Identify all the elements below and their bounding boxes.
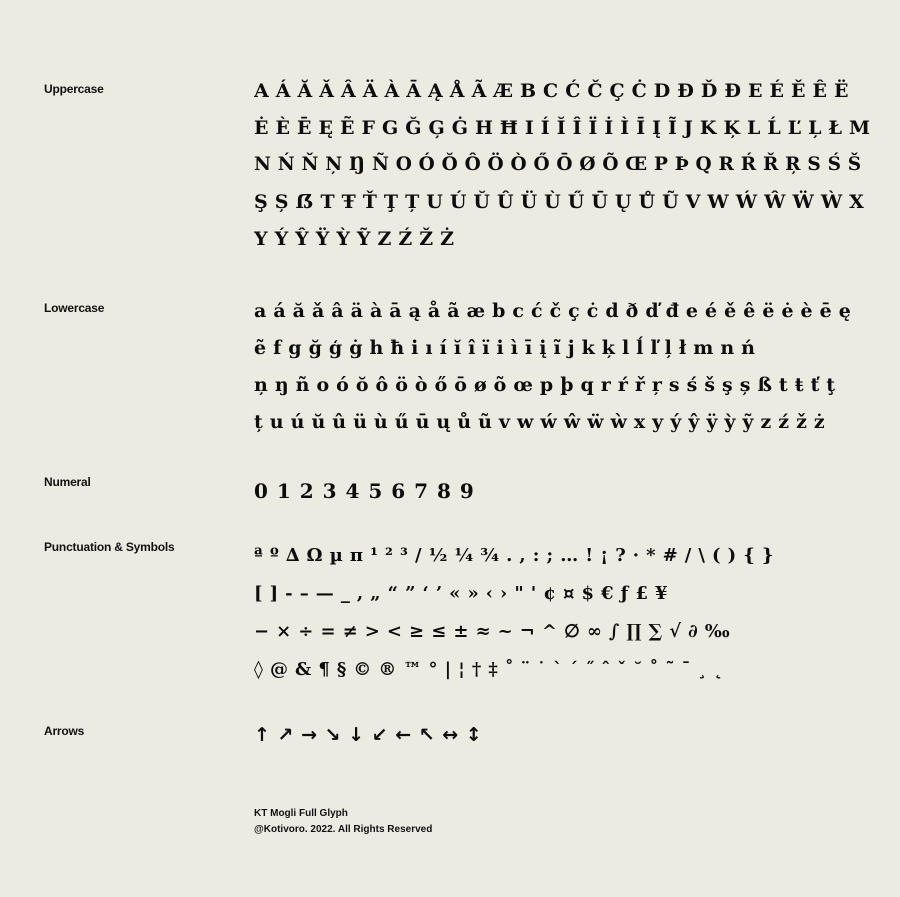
- punctuation-row: [ ] - – — _ , „ “ ” ‘ ’ « » ‹ › " ' ¢ ¤ $ € ƒ £ ¥: [254, 583, 668, 604]
- uppercase-row: Ş Ș ẞ T Ŧ Ť Ţ Ț U Ú Ŭ Û Ü Ù Ű Ū Ų Ů Ũ V W Ẃ Ŵ Ẅ Ẁ X: [254, 191, 865, 213]
- lowercase-label: Lowercase: [44, 301, 105, 315]
- punctuation-row: ◊ @ & ¶ § © ® ™ ° | ¦ † ‡ ˚ ¨ ˙ ` ´ ˝ ˆ ˇ ˘ ˚ ˜ ¯ ¸ ˛: [254, 659, 724, 680]
- punctuation-label: Punctuation & Symbols: [44, 540, 175, 554]
- punctuation-glyphs: [254, 541, 874, 693]
- footer-copyright: @Kotivoro. 2022. All Rights Reserved: [254, 824, 433, 835]
- lowercase-row: ņ ŋ ñ o ó ŏ ô ö ò ő ō ø õ œ p þ q r ŕ ř ŗ s ś š ş ș ß t ŧ ť ţ: [254, 374, 836, 396]
- lowercase-glyphs: [254, 296, 874, 444]
- footer: [254, 806, 432, 838]
- arrows-glyphs: [254, 720, 874, 750]
- uppercase-label: Uppercase: [44, 82, 104, 96]
- footer-title: KT Mogli Full Glyph: [254, 808, 348, 819]
- numeral-row: 0 1 2 3 4 5 6 7 8 9: [254, 479, 475, 503]
- lowercase-row: a á ă ǎ â ä à ā ą å ã æ b c ć č ç ċ d ð ď đ e é ě ê ë ė è ē ę: [254, 300, 852, 322]
- uppercase-glyphs: [254, 76, 874, 261]
- arrows-row: ↑ ↗ → ↘ ↓ ↙ ← ↖ ↔ ↕: [254, 724, 483, 746]
- lowercase-row: ẽ f g ğ ģ ġ h ħ i ı í ĭ î ï i ì ī į ĩ j k ķ l ĺ ľ ļ ł m n ń: [254, 337, 756, 359]
- uppercase-row: N Ń Ň Ņ Ŋ Ñ O Ó Ŏ Ô Ö Ò Ő Ō Ø Õ Œ P Þ Q R Ŕ Ř Ŗ S Ś Š: [254, 154, 862, 175]
- numeral-glyphs: [254, 476, 874, 506]
- lowercase-row: ț u ú ŭ û ü ù ű ū ų ů ũ v w ẃ ŵ ẅ ẁ x y ý ŷ ÿ ỳ ỹ z ź ž ż: [254, 411, 825, 433]
- uppercase-row: Ė È Ē Ę Ẽ F G Ğ Ģ Ġ H Ħ I Í Ĭ Î Ï İ Ì Ī Į Ĩ J K Ķ L Ĺ Ľ Ļ Ł M: [254, 117, 871, 139]
- uppercase-row: A Á Ă Ǎ Â Ä À Ā Ą Å Ã Æ B C Ć Č Ç Ċ D Ð Ď Đ E É Ě Ê Ë: [254, 80, 849, 102]
- punctuation-row: ª º ∆ Ω µ π ¹ ² ³ / ½ ¼ ¾ . , : ; … ! ¡ ? · * # / \ ( ) { }: [254, 545, 774, 566]
- uppercase-row: Y Ý Ŷ Ÿ Ỳ Ỹ Z Ź Ž Ż: [254, 228, 455, 250]
- arrows-label: Arrows: [44, 724, 85, 738]
- punctuation-row: − × ÷ = ≠ > < ≥ ≤ ± ≈ ~ ¬ ^ ∅ ∞ ∫ ∏ ∑ √ ∂ ‰: [254, 621, 731, 642]
- numeral-label: Numeral: [44, 475, 91, 489]
